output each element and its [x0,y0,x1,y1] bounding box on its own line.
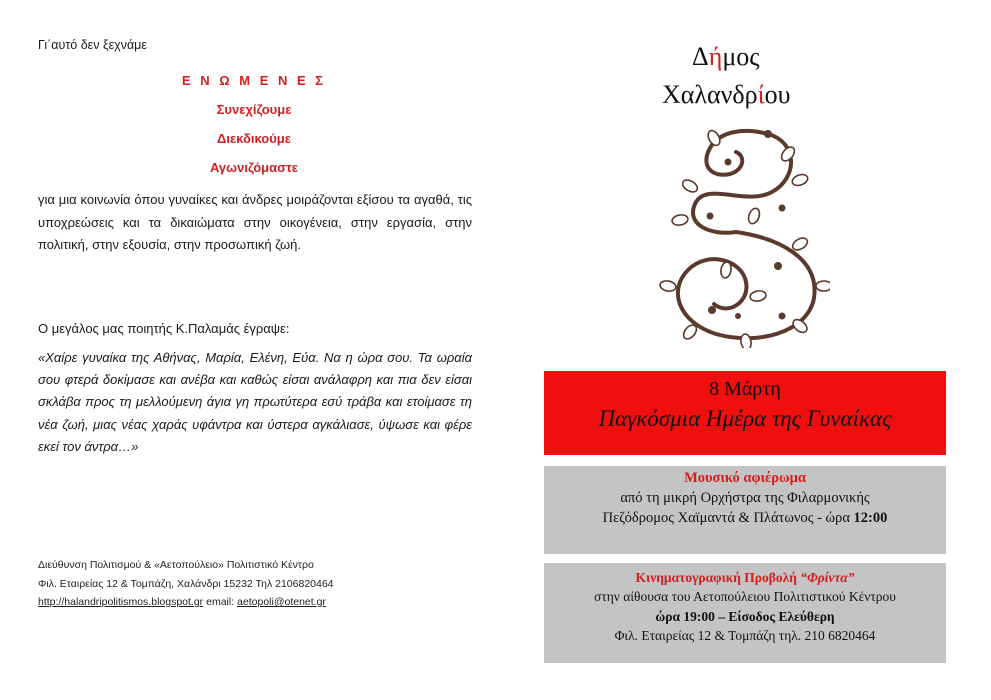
email-link[interactable]: aetopoli@otenet.gr [237,596,326,608]
banner-date: 8 Μάρτη [709,378,781,400]
slogan-continue: Συνεχίζουμε [216,102,292,117]
banner-title: Παγκόσμια Ημέρα της Γυναίκας [598,406,892,431]
slogan-demand: Διεκδικούμε [217,131,291,146]
brand-line-2: Χαλανδρίου [662,80,791,109]
film-name: “Φρίντα” [800,570,855,585]
footer-department: Διεύθυνση Πολιτισμού & «Αετοπούλειο» Πολιτιστικό Κέντρο [38,559,314,571]
slogan-fight: Αγωνιζόμαστε [210,160,298,175]
slogan-block [38,66,470,182]
municipality-logo-text [640,38,840,114]
film-event-title: Κινηματογραφική Προβολή “Φρίντα” [635,570,855,585]
music-event-box [544,466,946,554]
floral-eight-icon [650,120,830,348]
music-event-time: 12:00 [853,510,888,526]
poet-line: Ο μεγάλος μας ποιητής Κ.Παλαμάς έγραψε: [38,321,290,336]
society-paragraph: για μια κοινωνία όπου γυναίκες και άνδρες μοιράζονται εξίσου τα αγαθά, τις υποχρεώσεις και τα δικαιώματα στην οικογένεια, στην εργασία, στην πολιτική, στην εξουσία, στην προσωπική ζωή. [38,192,472,252]
footer-web-line [38,593,334,612]
music-event-title: Μουσικό αφιέρωμα [684,470,806,486]
blog-link[interactable]: http://halandripolitismos.blogspot.gr [38,596,204,608]
music-event-orchestra: από τη μικρή Ορχήστρα της Φιλαρμονικής [620,490,870,506]
music-event-location: Πεζόδρομος Χαϊμαντά & Πλάτωνος - ώρα 12:00 [602,510,888,526]
palamas-quote: «Χαίρε γυναίκα της Αθήνας, Μαρία, Ελένη, Εύα. Να η ώρα σου. Τα ωραία σου φτερά δοκίμασε και ανέβα και καθώς είσαι ανάλαφρη και πια δεν είσαι σκλάβα προς τη μελλούμενη άγια γη πρωτύτερα εσύ τράβα και ετοίμασε τη νέα ζωή, μιας νέας χαράς υφάντρα και ύστερα αγκάλιασε, ύψωσε και φέρε εκεί τον άντρα…» [38,350,472,454]
footer-contact [38,556,334,612]
brand-line-1: Δήμος [692,42,760,71]
film-event-venue: στην αίθουσα του Αετοπούλειου Πολιτιστικού Κέντρου [594,589,896,604]
intro-text: Γι΄αυτό δεν ξεχνάμε [38,38,147,52]
footer-address: Φιλ. Εταιρείας 12 & Τομπάζη, Χαλάνδρι 15232 Τηλ 2106820464 [38,577,334,590]
slogan-united: Ε Ν Ω Μ Ε Ν Ε Σ [181,73,327,88]
film-event-box [544,563,946,663]
film-event-time: ώρα 19:00 – Είσοδος Ελεύθερη [655,608,835,624]
film-event-address: Φιλ. Εταιρείας 12 & Τομπάζη τηλ. 210 6820464 [614,628,876,643]
email-label: email: [206,596,235,608]
womens-day-banner [544,371,946,455]
